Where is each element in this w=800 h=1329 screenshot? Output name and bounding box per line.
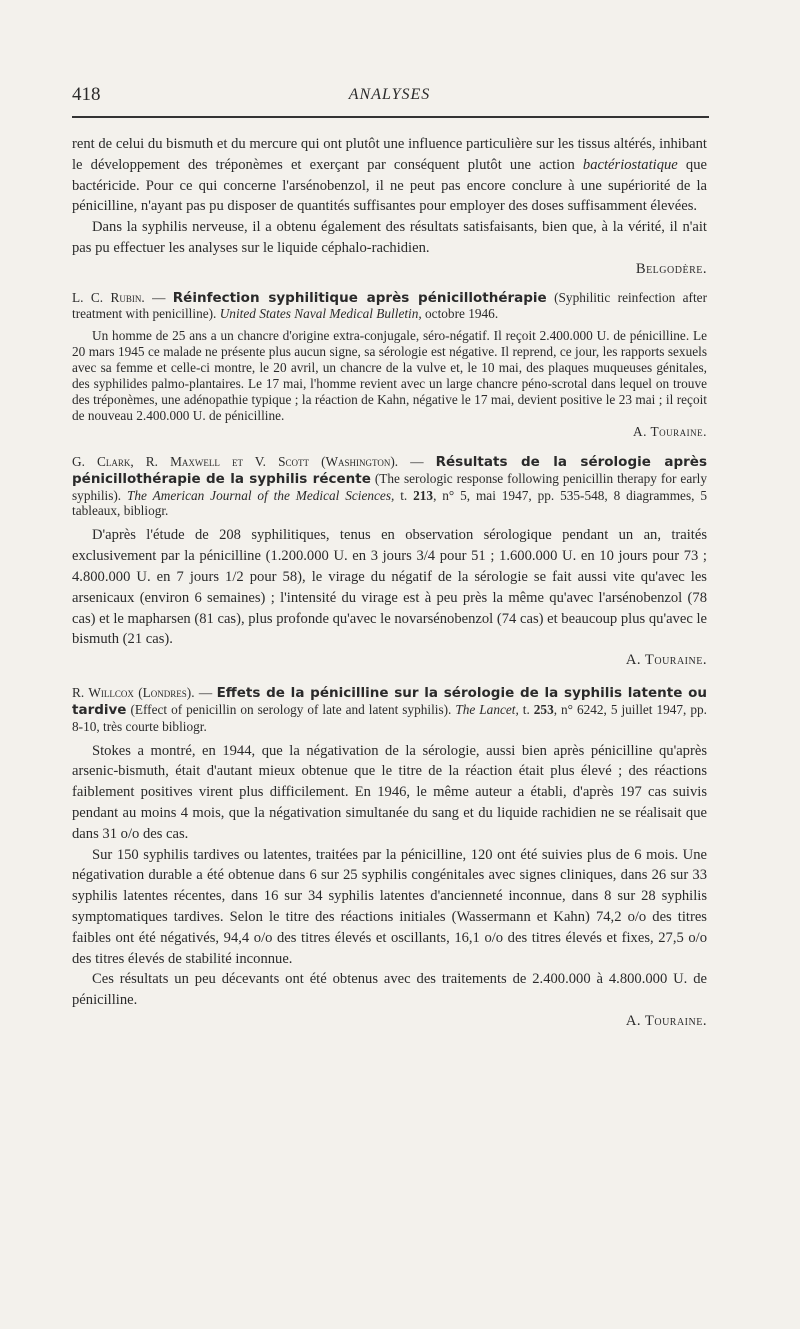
journal-page	[72, 84, 708, 1030]
author: R. Willcox (Londres).	[72, 684, 195, 700]
signature-touraine-3: A. Touraine.	[625, 1013, 707, 1030]
abstract-3-body-3: Ces résultats un peu décevants ont été obtenus avec des traitements de 2.400.000 à 4.800.000 U. de pénicilline.	[72, 971, 707, 1009]
journal-name: The Lancet,	[455, 701, 519, 717]
abstract-3-header	[72, 685, 707, 735]
journal-name: The American Journal of the Medical Sciences,	[127, 487, 395, 503]
header-rule	[72, 116, 709, 118]
running-title: ANALYSES	[348, 86, 431, 103]
dash: —	[194, 684, 217, 700]
continuation-paragraph-2: Dans la syphilis nerveuse, il a obtenu également des résultats satisfaisants, bien que, à la vérité, il n'ait pas pu effectuer les analyses sur le liquide céphalo-rachidien.	[72, 219, 707, 256]
english-title: (Effect of penicillin on serology of late and latent syphilis).	[126, 701, 456, 717]
abstract-3-body-1: Stokes a montré, en 1944, que la négativation de la sérologie, aussi bien après pénicilline qu'après arsenic-bismuth, était d'autant mieux obtenue que le titre de la réaction était plus élevé ; des réactions faiblement positives virent plus difficilement. En 1946, le même auteur a établi, d'après 197 cas suivis pendant au moins 4 mois, que la négativation simultanée du sang et du liquide rachidien ne se réalisait que dans 31 o/o des cas.	[72, 742, 707, 842]
author: L. C. Rubin.	[72, 289, 145, 305]
dash: —	[398, 453, 436, 469]
journal-name: United States Naval Medical Bulletin,	[219, 306, 422, 322]
emphasis-bacteriostatique: bactériostatique	[582, 156, 678, 173]
citation-details: , n° 6242, 5 juillet 1947, pp. 8-10, très courte bibliogr.	[72, 701, 707, 734]
citation-details: , n° 5, mai 1947, pp. 535-548, 8 diagrammes, 5 tableaux, bibliogr.	[72, 487, 707, 519]
signature-touraine-2: A. Touraine.	[625, 652, 707, 669]
abstract-2-header	[72, 454, 707, 520]
page-header	[72, 84, 707, 112]
abstract-1-body: Un homme de 25 ans a un chancre d'origine extra-conjugale, séro-négatif. Il reçoit 2.400.000 U. de pénicilline. Le 20 mars 1945 ce malade ne présente plus aucun signe, sa sérologie est négative. Il reprend, ce jour, les rapports sexuels avec sa femme et celle-ci montre, le 20 avril, un chancre de la vulve et, le 10 mai, des plaques muqueuses génitales, des syphilides palmo-plantaires. Le 17 mai, l'homme revient avec un large chancre péno-scrotal dans lequel on trouve des tréponèmes, une adénopathie typique ; la réaction de Kahn, négative le 17 mai, devient positive le 23 mai ; il reçoit de nouveau 2.400.000 U. de pénicilline.	[72, 328, 707, 423]
article-title: Résultats de la sérologie après pénicillothérapie de la syphilis récente	[72, 453, 707, 487]
english-title: (Syphilitic reinfection after treatment with penicilline).	[72, 289, 708, 322]
volume-number: 253	[533, 701, 554, 717]
signature-belgodere: Belgodère.	[635, 260, 707, 277]
abstract-2-body: D'après l'étude de 208 syphilitiques, tenus en observation sérologique pendant un an, traités exclusivement par la pénicilline (1.200.000 U. en 3 jours 3/4 pour 51 ; 1.600.000 U. en 10 jours pour 73 ; 4.800.000 U. en 7 jours 1/2 pour 58), le virage du négatif de la sérologie se fait aussi vite qu'avec les arsenicaux (environ 6 semaines) ; l'intensité du virage est à peu près la même qu'avec l'arsénobenzol (78 cas) et le mapharsen (81 cas), plus profonde qu'avec le novarsénobenzol (74 cas) et beaucoup plus qu'avec le bismuth (21 cas).	[72, 527, 707, 648]
volume-number: 213	[413, 487, 434, 503]
volume-prefix: t.	[518, 701, 534, 717]
english-title: (The serologic response following penicillin therapy for early syphilis).	[72, 470, 707, 503]
authors: G. Clark, R. Maxwell et V. Scott (Washington).	[72, 453, 399, 469]
publication-date: octobre 1946.	[421, 306, 499, 322]
continuation-text-end: que bactéricide. Pour ce qui concerne l'arsénobenzol, il ne peut pas encore conclure à une supériorité de la pénicilline, n'ayant pas pu disposer de quantités suffisantes pour employer des doses suffisamment élevées.	[72, 156, 707, 215]
dash: —	[144, 289, 173, 305]
page-body	[72, 134, 707, 1032]
volume-prefix: t.	[394, 487, 414, 503]
abstract-3-body-2: Sur 150 syphilis tardives ou latentes, traitées par la pénicilline, 120 ont été suivies plus de 6 mois. Une négativation durable a été obtenue dans 6 sur 25 syphilis congénitales avec signes cliniques, dans 26 sur 33 syphilis latentes récentes, dans 16 sur 34 syphilis latentes d'ancienneté inconnue, dans 8 sur 28 syphilis symptomatiques tardives. Selon le titre des réactions initiales (Wassermann et Kahn) 74,2 o/o des titres faibles ont été négativés, 94,4 o/o des titres élevés et oscillants, 16,1 o/o des titres élevés et fixes, 27,5 o/o des titres élevés de stabilité inconnue.	[72, 846, 707, 967]
continuation-text: rent de celui du bismuth et du mercure qui ont plutôt une influence particulière sur les tissus altérés, inhibant le développement des tréponèmes et exerçant par conséquent plutôt une action	[72, 136, 707, 173]
page-number: 418	[72, 84, 101, 105]
article-title: Réinfection syphilitique après pénicillothérapie	[172, 289, 547, 306]
signature-touraine-1: A. Touraine.	[633, 423, 707, 439]
article-title: Effets de la pénicilline sur la sérologie de la syphilis latente ou tardive	[72, 684, 707, 718]
continuation-paragraph-1	[72, 134, 707, 217]
abstract-1-header	[72, 290, 707, 323]
